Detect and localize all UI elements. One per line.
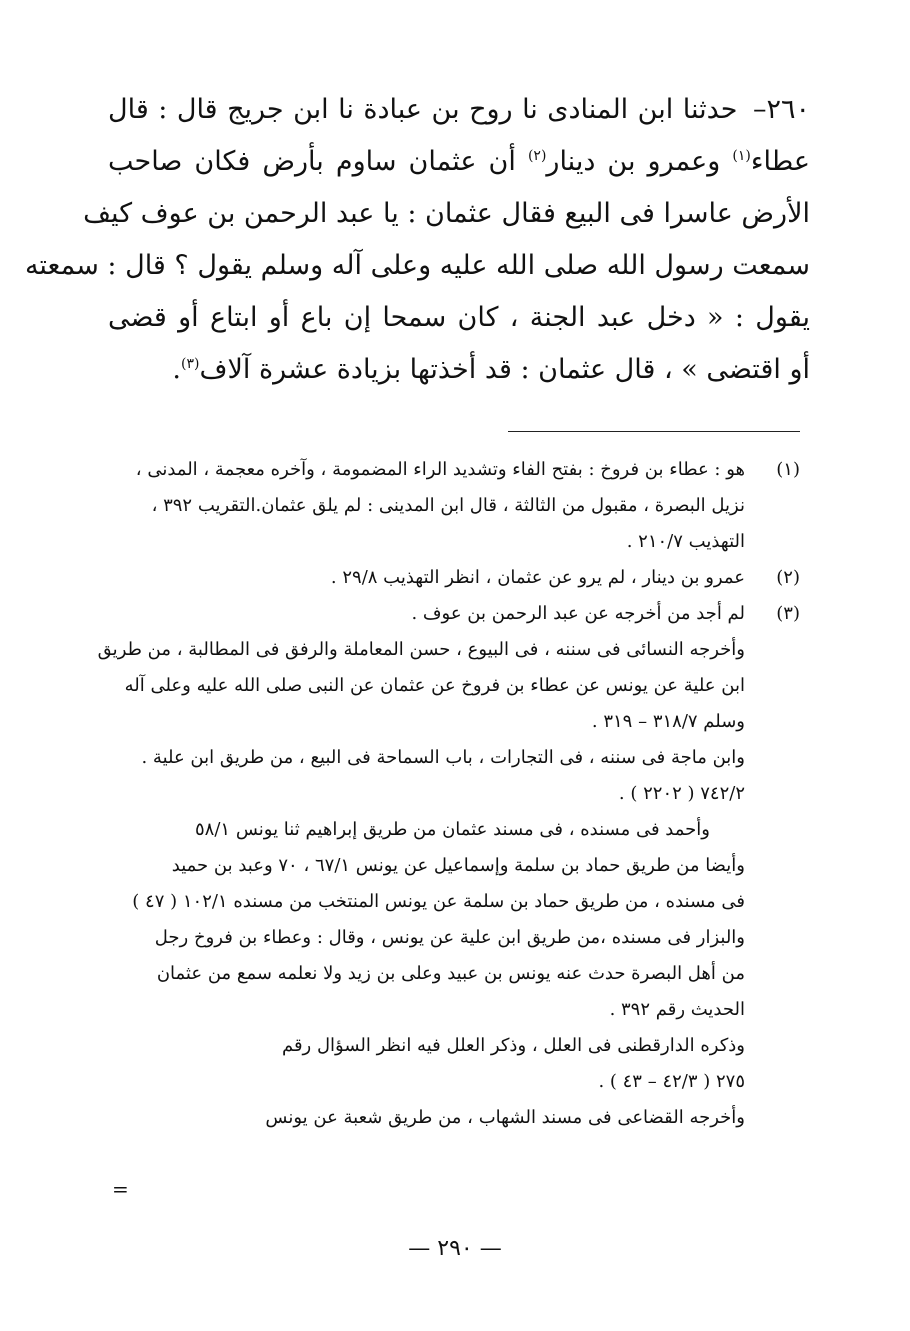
hadith-line-1: ٢٦٠– حدثنا ابن المنادى نا روح بن عبادة نا ابن جريج قال : قال xyxy=(108,94,810,125)
footnote-marker-2: (٢) xyxy=(776,567,800,588)
hadith-number: ٢٦٠– xyxy=(752,94,810,125)
footnote-continuation-line: من أهل البصرة حدث عنه يونس بن عبيد وعلى بن زيد ولا نعلمه سمع من عثمان xyxy=(156,963,745,984)
footnote-ref-2[interactable]: (٢) xyxy=(527,148,547,164)
footnote-continuation-line: وأيضا من طريق حماد بن سلمة وإسماعيل عن يونس ٦٧/١ ، ٧٠ وعبد بن حميد xyxy=(171,855,745,876)
footnote-line: التهذيب ٢١٠/٧ . xyxy=(626,531,745,552)
footnote-continuation-line: ٧٤٢/٢ ( ٢٢٠٢ ) . xyxy=(618,783,745,804)
hadith-text xyxy=(24,84,810,396)
footnote-1 xyxy=(108,452,800,560)
footnote-marker-1: (١) xyxy=(776,459,800,480)
page-number: — ٢٩٠ — xyxy=(408,1236,502,1261)
footnote-ref-3[interactable]: (٣) xyxy=(181,356,200,372)
footnote-continuation-line: الحديث رقم ٣٩٢ . xyxy=(609,999,745,1020)
continuation-marker: = xyxy=(112,1177,129,1201)
footnote-continuation-line: وسلم ٣١٨/٧ – ٣١٩ . xyxy=(591,711,745,732)
hadith-line-3: الأرض عاسرا فى البيع فقال عثمان : يا عبد الرحمن بن عوف كيف xyxy=(83,198,810,229)
footnote-line: هو : عطاء بن فروخ : بفتح الفاء وتشديد الراء المضمومة ، وآخره معجمة ، المدنى ، xyxy=(135,459,745,480)
footnote-continuation-line: وأخرجه القضاعى فى مسند الشهاب ، من طريق شعبة عن يونس xyxy=(265,1107,745,1128)
footnote-2 xyxy=(108,560,800,596)
hadith-line-4: سمعت رسول الله صلى الله عليه وعلى آله وسلم يقول ؟ قال : سمعته xyxy=(24,250,810,281)
footnote-continuation-line: ابن علية عن يونس عن عطاء بن فروخ عن عثمان عن النبى صلى الله عليه وعلى آله xyxy=(124,675,745,696)
footnotes xyxy=(97,452,800,1136)
footnote-line: لم أجد من أخرجه عن عبد الرحمن بن عوف . xyxy=(411,603,745,624)
hadith-line-2: عطاء$^{(١)}$ وعمرو بن دينار$^{(٢)}$ أن عثمان ساوم بأرض فكان صاحب xyxy=(108,146,810,177)
footnote-continuation-line: وأحمد فى مسنده ، فى مسند عثمان من طريق إبراهيم ثنا يونس ٥٨/١ xyxy=(195,819,710,840)
footnote-3 xyxy=(108,596,800,632)
footnote-continuation-line: وابن ماجة فى سننه ، فى التجارات ، باب السماحة فى البيع ، من طريق ابن علية . xyxy=(141,747,745,768)
footnote-line: نزيل البصرة ، مقبول من الثالثة ، قال ابن المدينى : لم يلق عثمان.التقريب ٣٩٢ ، xyxy=(151,495,745,516)
footnote-ref-1[interactable]: (١) xyxy=(732,148,751,164)
footnote-separator xyxy=(508,431,800,432)
footnote-continuation-line: وذكره الدارقطنى فى العلل ، وذكر العلل فيه انظر السؤال رقم xyxy=(281,1035,745,1056)
footnote-continuation-line: فى مسنده ، من طريق حماد بن سلمة عن يونس المنتخب من مسنده ١٠٢/١ ( ٤٧ ) xyxy=(132,891,745,912)
hadith-line-5: يقول : « دخل عبد الجنة ، كان سمحا إن باع أو ابتاع أو قضى xyxy=(108,302,810,333)
footnote-line: عمرو بن دينار ، لم يرو عن عثمان ، انظر التهذيب ٢٩/٨ . xyxy=(330,567,745,588)
footnote-continuation-line: والبزار فى مسنده ،من طريق ابن علية عن يونس ، وقال : وعطاء بن فروخ رجل xyxy=(154,927,745,948)
footnote-marker-3: (٣) xyxy=(776,603,800,624)
hadith-line-6: أو اقتضى » ، قال عثمان : قد أخذتها بزيادة عشرة آلاف$^{(٣)}$. xyxy=(172,354,810,385)
footnote-continuation-line: وأخرجه النسائى فى سننه ، فى البيوع ، حسن المعاملة والرفق فى المطالبة ، من طريق xyxy=(97,639,745,660)
footnote-continuation-line: ٢٧٥ ( ٤٢/٣ – ٤٣ ) . xyxy=(598,1071,745,1092)
